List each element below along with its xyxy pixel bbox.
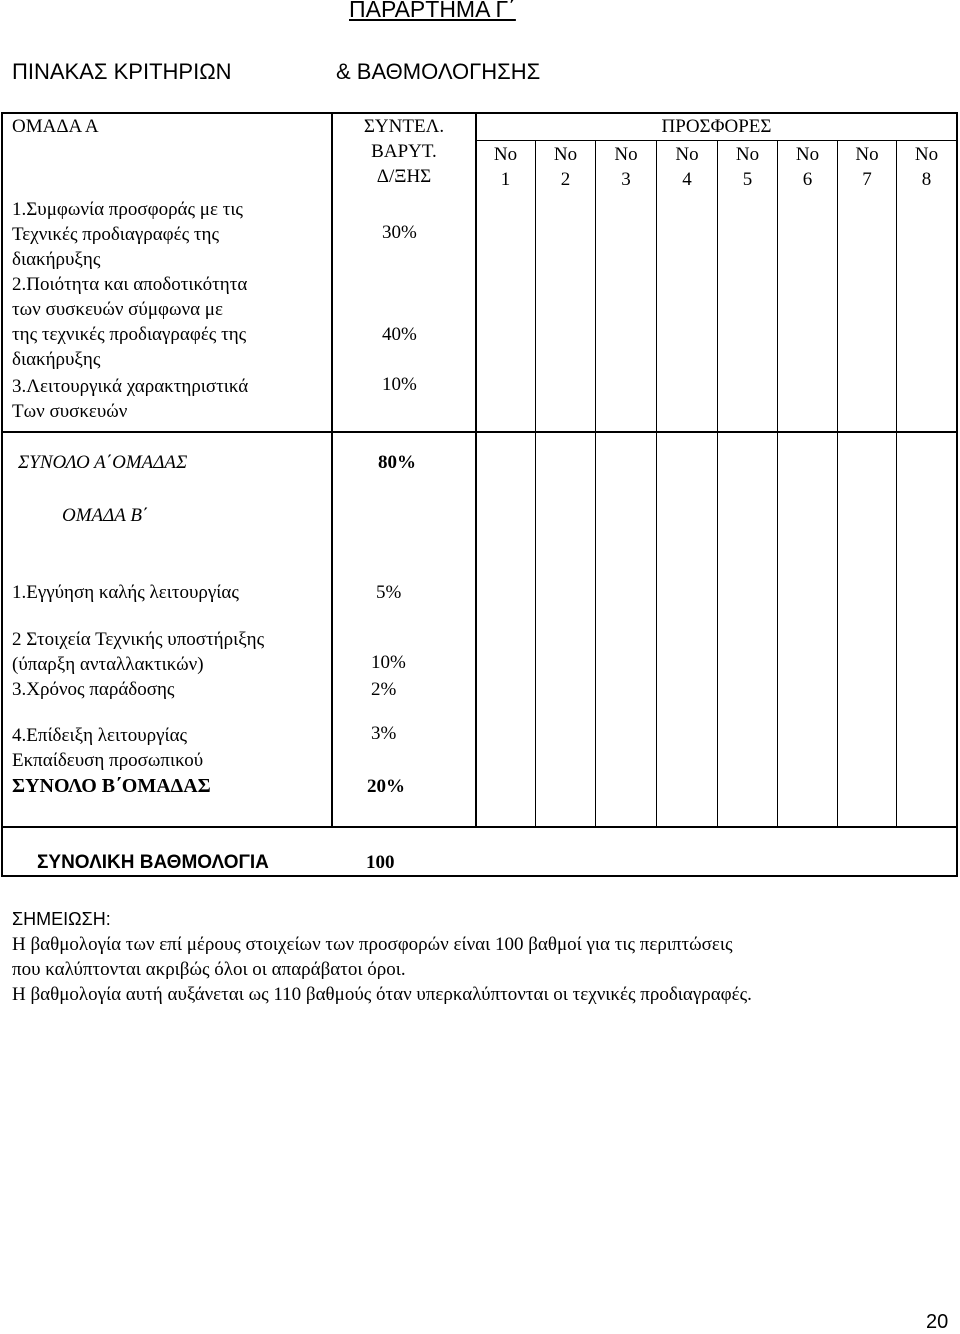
criterion-a1 [12, 197, 243, 272]
offer-col-6-label: No [795, 144, 820, 165]
offer-col-8 [897, 142, 956, 192]
col-divider-criteria [331, 112, 333, 826]
note-line-1: Η βαθμολογία των επί μέρους στοιχείων των προσφορών είναι 100 βαθμοί για τις περιπτώσεις [12, 934, 733, 955]
criterion-b2-line-2: (ύπαρξη ανταλλακτικών) [12, 654, 204, 675]
criterion-a1-line-1: 1.Συμφωνία προσφοράς με τις [12, 199, 243, 220]
offer-col-1 [476, 142, 535, 192]
offer-col-2 [536, 142, 595, 192]
note [12, 907, 752, 1007]
criterion-b4 [12, 723, 203, 773]
criterion-a2-line-1: 2.Ποιότητα και αποδοτικότητα [12, 274, 248, 295]
group-a-total-label: ΣΥΝΟΛΟ Α΄ΟΜΑΔΑΣ [18, 452, 188, 473]
offer-col-1-label: No [493, 144, 518, 165]
criterion-a3-weight: 10% [382, 374, 417, 395]
group-b-total-label: ΣΥΝΟΛΟ Β΄ΟΜΑΔΑΣ [12, 775, 211, 797]
appendix-title: ΠΑΡΑΡΤΗΜΑ Γ΄ [349, 0, 516, 22]
offer-col-6-number: 6 [802, 169, 813, 190]
offer-col-5-label: No [735, 144, 760, 165]
col-divider-3 [656, 140, 657, 826]
offer-col-4-number: 4 [682, 169, 692, 190]
criterion-a3-line-1: 3.Λειτουργικά χαρακτηριστικά [12, 376, 249, 397]
offer-col-7-number: 7 [862, 169, 872, 190]
note-title: ΣΗΜΕΙΩΣΗ: [12, 909, 111, 929]
criterion-b3-weight: 2% [371, 679, 397, 700]
offer-col-6 [778, 142, 837, 192]
criterion-b3-label: 3.Χρόνος παράδοσης [12, 679, 175, 700]
group-a-total-value: 80% [378, 452, 416, 473]
offer-col-4 [657, 142, 717, 192]
criterion-a3-line-2: Των συσκευών [12, 401, 128, 422]
offer-col-8-label: No [914, 144, 939, 165]
offer-col-8-number: 8 [921, 169, 932, 190]
offer-col-2-label: No [553, 144, 578, 165]
offer-col-2-number: 2 [560, 169, 571, 190]
criterion-a2-line-2: των συσκευών σύμφωνα με [12, 299, 223, 320]
col-divider-6 [837, 140, 838, 826]
criterion-b4-line-2: Εκπαίδευση προσωπικού [12, 750, 204, 771]
criterion-a1-line-3: διακήρυξης [12, 249, 101, 270]
group-a-header: ΟΜΑΔΑ Α [12, 116, 99, 137]
group-b-total-value: 20% [367, 776, 405, 797]
page-number: 20 [926, 1311, 949, 1333]
col-divider-weight [475, 112, 477, 826]
criterion-b1-label: 1.Εγγύηση καλής λειτουργίας [12, 582, 239, 603]
criterion-a2-line-4: διακήρυξης [12, 349, 101, 370]
doc-title-left: ΠΙΝΑΚΑΣ ΚΡΙΤΗΡΙΩΝ [12, 59, 232, 84]
offer-col-1-number: 1 [500, 169, 511, 190]
criterion-b4-weight: 3% [371, 723, 397, 744]
offer-col-5 [718, 142, 777, 192]
col-divider-1 [535, 140, 536, 826]
criterion-a2-weight: 40% [382, 324, 417, 345]
criterion-a2-line-3: της τεχνικές προδιαγραφές της [12, 324, 247, 345]
group-b-label: ΟΜΑΔΑ Β΄ [62, 505, 149, 526]
criterion-b1-weight: 5% [376, 582, 402, 603]
criterion-a2 [12, 272, 247, 372]
col-divider-4 [717, 140, 718, 826]
col-divider-7 [896, 140, 897, 826]
grand-total-value: 100 [366, 852, 395, 873]
offer-col-3-number: 3 [621, 169, 631, 190]
offer-col-3-label: No [614, 144, 638, 165]
offer-col-5-number: 5 [742, 169, 753, 190]
offer-col-4-label: No [675, 144, 699, 165]
criterion-a3 [12, 374, 248, 424]
table-border-right [956, 112, 958, 877]
offers-header: ΠΡΟΣΦΟΡΕΣ [661, 116, 772, 137]
col-divider-5 [777, 140, 778, 826]
separator-a [1, 431, 958, 433]
offer-col-3 [596, 142, 656, 192]
grand-total-label: ΣΥΝΟΛΙΚΗ ΒΑΘΜΟΛΟΓΙΑ [37, 852, 269, 873]
coefficient-line-2: ΒΑΡΥΤ. [371, 141, 437, 162]
criterion-b2 [12, 627, 264, 677]
criterion-a1-line-2: Τεχνικές προδιαγραφές της [12, 224, 219, 245]
criterion-b2-line-1: 2 Στοιχεία Τεχνικής υποστήριξης [12, 629, 265, 650]
table-border-bottom [1, 875, 958, 877]
offers-header-rule [476, 140, 957, 141]
offer-col-7-label: No [855, 144, 879, 165]
doc-title-right: & ΒΑΘΜΟΛΟΓΗΣΗΣ [336, 59, 541, 84]
coefficient-line-3: Δ/ΞΗΣ [376, 166, 432, 187]
note-line-3: Η βαθμολογία αυτή αυξάνεται ως 110 βαθμούς όταν υπερκαλύπτονται οι τεχνικές προδιαγραφές. [12, 984, 752, 1005]
criterion-b2-weight: 10% [371, 652, 406, 673]
col-divider-2 [595, 140, 596, 826]
coefficient-header [333, 114, 475, 189]
table-border-left [1, 112, 3, 877]
offer-col-7 [838, 142, 896, 192]
separator-b [1, 826, 958, 828]
coefficient-line-1: ΣΥΝΤΕΛ. [363, 116, 445, 137]
criterion-b4-line-1: 4.Επίδειξη λειτουργίας [12, 725, 188, 746]
note-line-2: που καλύπτονται ακριβώς όλοι οι απαράβατοι όροι. [12, 959, 406, 980]
criterion-a1-weight: 30% [382, 222, 417, 243]
